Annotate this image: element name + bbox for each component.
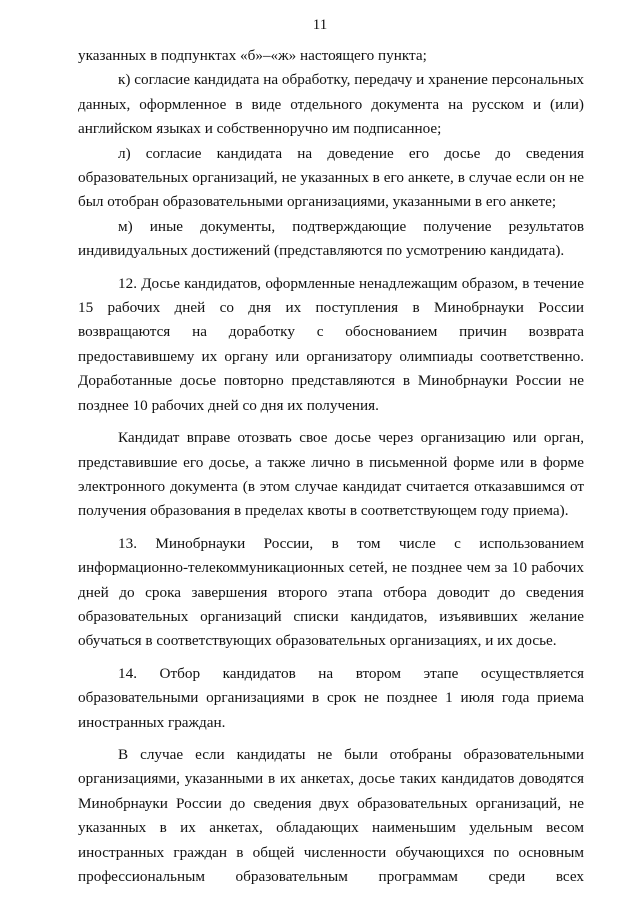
paragraph-clause-12: 12. Досье кандидатов, оформленные ненадлежащим образом, в течение 15 рабочих дней со дня их поступления в Минобрнауки России возвращаются на доработку с обоснованием причин возврата предоставившему их органу или организатору олимпиады соответственно. Доработанные досье повторно представляются в Минобрнауки России не позднее 10 рабочих дней со дня их получения. bbox=[78, 274, 584, 414]
paragraph-clause-14: 14. Отбор кандидатов на втором этапе осуществляется образовательными организациями в срок не позднее 1 июля года приема иностранных граждан. bbox=[78, 664, 584, 731]
paragraph-dossier-withdrawal: Кандидат вправе отозвать свое досье через организацию или орган, представившие его досье, а также лично в письменной форме или в форме электронного документа (в этом случае кандидат считается отказавшимся от получения образования в пределах квоты в соответствующем году приема). bbox=[78, 429, 584, 520]
paragraph-item-m: м) иные документы, подтверждающие получение результатов индивидуальных достижений (представляются по усмотрению кандидата). bbox=[78, 217, 584, 260]
paragraph-item-k: к) согласие кандидата на обработку, передачу и хранение персональных данных, оформленное в виде отдельного документа на русском и (или) английском языках и собственноручно им подписанное; bbox=[78, 71, 584, 138]
paragraph-clause-13: 13. Минобрнауки России, в том числе с использованием информационно-телекоммуникационных сетей, не позднее чем за 10 рабочих дней до срока завершения второго этапа отбора доводит до сведения образовательных организаций списки кандидатов, изъявивших желание обучаться в соответствующих образовательных организациях, и их досье. bbox=[78, 534, 584, 650]
paragraph-unselected-candidates: В случае если кандидаты не были отобраны образовательными организациями, указанными в их анкетах, досье таких кандидатов доводятся Минобрнауки России до сведения двух образовательных организаций, не указанных в их анкетах, обладающих наименьшим удельным весом иностранных граждан в общей численности обучающихся по основным профессиональным образовательным программам среди всех bbox=[78, 745, 584, 885]
paragraph-continuation: указанных в подпунктах «б»–«ж» настоящего пункта; bbox=[78, 47, 427, 64]
paragraph-item-l: л) согласие кандидата на доведение его досье до сведения образовательных организаций, не указанных в его анкете, в случае если он не был отобран образовательными организациями, указанными в его анкете; bbox=[78, 144, 584, 211]
page-number: 11 bbox=[312, 17, 328, 33]
document-body bbox=[78, 44, 584, 889]
